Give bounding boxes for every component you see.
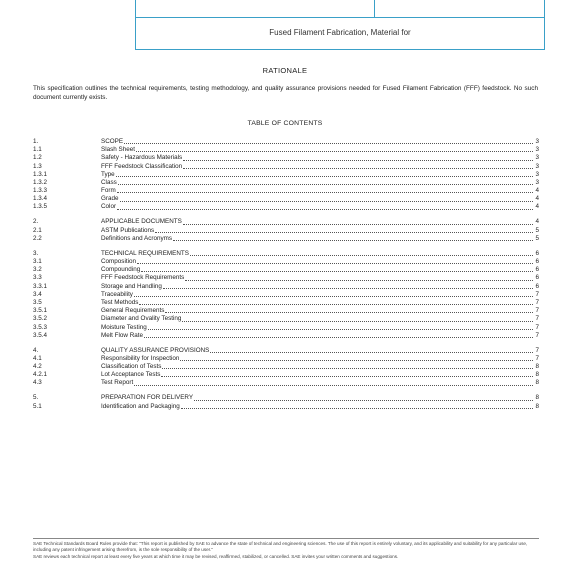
toc-entry-page: 5 xyxy=(535,234,539,242)
toc-entry-page: 7 xyxy=(535,323,539,331)
toc-entry-page: 3 xyxy=(535,154,539,162)
toc-leader-dots xyxy=(124,143,533,144)
toc-entry[interactable] xyxy=(33,347,539,355)
toc-entry-title: Color xyxy=(101,203,117,211)
toc-leader-dots xyxy=(173,240,533,241)
toc-entry-title: Diameter and Ovality Testing xyxy=(101,315,182,323)
toc-leader-dots xyxy=(210,352,533,353)
toc-leader-dots xyxy=(194,400,533,401)
toc-leader-dots xyxy=(180,360,533,361)
footer-review-text: SAE reviews each technical report at least every five years at which time it may be revised, reaffirmed, stabilized, or cancelled. SAE invites your written comments and suggestions. xyxy=(33,554,399,560)
toc-entry[interactable] xyxy=(33,324,539,332)
toc-entry-number: 5.1 xyxy=(33,402,42,410)
toc-leader-dots xyxy=(165,312,533,313)
toc-entry-number: 3.3.1 xyxy=(33,282,48,290)
toc-entry-number: 1. xyxy=(33,137,39,145)
toc-leader-dots xyxy=(163,288,533,289)
rationale-text: This specification outlines the technical requirements, testing methodology, and quality assurance provisions needed for Fused Filament Fabrication (FFF) feedstock. No such document currently exists. xyxy=(33,85,538,101)
toc-entry-number: 3.5.1 xyxy=(33,307,48,315)
toc-entry-title: PREPARATION FOR DELIVERY xyxy=(101,394,194,402)
toc-entry-page: 3 xyxy=(535,162,539,170)
toc-leader-dots xyxy=(134,385,533,386)
toc-entry-page: 6 xyxy=(535,282,539,290)
toc-entry-number: 3.4 xyxy=(33,290,42,298)
toc-entry-title: Identification and Packaging xyxy=(101,402,180,410)
toc-entry-page: 7 xyxy=(535,290,539,298)
toc-leader-dots xyxy=(144,337,533,338)
toc-entry[interactable] xyxy=(33,299,539,307)
toc-leader-dots xyxy=(183,160,533,161)
toc-entry-number: 1.3 xyxy=(33,162,42,170)
toc-entry-page: 7 xyxy=(535,354,539,362)
toc-entry-title: Type xyxy=(101,170,115,178)
toc-leader-dots xyxy=(139,304,533,305)
toc-entry-page: 8 xyxy=(535,379,539,387)
toc-entry-title: General Requirements xyxy=(101,307,165,315)
toc-entry[interactable] xyxy=(33,307,539,315)
toc-entry-number: 5. xyxy=(33,394,39,402)
toc-entry-title: Moisture Testing xyxy=(101,323,147,331)
toc-entry-page: 7 xyxy=(535,298,539,306)
toc-entry-page: 5 xyxy=(535,226,539,234)
toc-entry-number: 2. xyxy=(33,218,39,226)
toc-entry-number: 3.2 xyxy=(33,266,42,274)
toc-entry-number: 2.2 xyxy=(33,234,42,242)
toc-entry-title: QUALITY ASSURANCE PROVISIONS xyxy=(101,346,210,354)
toc-leader-dots xyxy=(141,271,533,272)
toc-leader-dots xyxy=(116,176,533,177)
toc-entry-title: Grade xyxy=(101,195,119,203)
toc-entry[interactable] xyxy=(33,146,539,154)
toc-entry-title: Form xyxy=(101,187,116,195)
toc-leader-dots xyxy=(148,329,533,330)
rationale-heading: RATIONALE xyxy=(262,66,308,75)
toc-entry-page: 3 xyxy=(535,137,539,145)
toc-entry-number: 4.2.1 xyxy=(33,371,48,379)
toc-entry-title: Definitions and Acronyms xyxy=(101,234,173,242)
toc-entry-number: 4. xyxy=(33,346,39,354)
toc-entry-number: 1.3.1 xyxy=(33,170,48,178)
toc-entry-title: Compounding xyxy=(101,266,141,274)
toc-entry-number: 1.1 xyxy=(33,146,42,154)
toc-entry-page: 8 xyxy=(535,394,539,402)
toc-entry-number: 3.5.2 xyxy=(33,315,48,323)
toc-entry-title: APPLICABLE DOCUMENTS xyxy=(101,218,182,226)
toc-entry-page: 6 xyxy=(535,249,539,257)
toc-entry-page: 4 xyxy=(535,203,539,211)
toc-entry[interactable] xyxy=(33,371,539,379)
toc-entry-title: TECHNICAL REQUIREMENTS xyxy=(101,249,189,257)
toc-entry[interactable] xyxy=(33,283,539,291)
toc-entry-number: 4.3 xyxy=(33,379,42,387)
toc-entry-title: Responsibility for Inspection xyxy=(101,354,180,362)
toc-entry-page: 4 xyxy=(535,187,539,195)
toc-entry-title: Storage and Handling xyxy=(101,282,162,290)
toc-leader-dots xyxy=(161,376,533,377)
toc-leader-dots xyxy=(134,296,533,297)
toc-entry[interactable] xyxy=(33,379,539,387)
toc-entry-page: 4 xyxy=(535,218,539,226)
toc-entry[interactable] xyxy=(33,204,539,212)
toc-entry-number: 4.1 xyxy=(33,354,42,362)
toc-leader-dots xyxy=(183,168,533,169)
toc-leader-dots xyxy=(117,192,533,193)
toc-entry-number: 4.2 xyxy=(33,363,42,371)
toc-entry-title: Class xyxy=(101,178,117,186)
toc-entry[interactable] xyxy=(33,154,539,162)
toc-entry-page: 3 xyxy=(535,178,539,186)
toc-entry-title: ASTM Publications xyxy=(101,226,155,234)
toc-entry-title: Safety - Hazardous Materials xyxy=(101,154,183,162)
toc-entry-page: 7 xyxy=(535,315,539,323)
toc-entry-title: Slash Sheet xyxy=(101,146,135,154)
toc-leader-dots xyxy=(118,184,533,185)
toc-entry[interactable] xyxy=(33,163,539,171)
toc-entry-number: 1.3.4 xyxy=(33,195,48,203)
footer-divider xyxy=(33,538,539,539)
toc-leader-dots xyxy=(117,209,533,210)
toc-leader-dots xyxy=(136,151,533,152)
toc-entry[interactable] xyxy=(33,227,539,235)
toc-entry[interactable] xyxy=(33,291,539,299)
toc-entry-number: 2.1 xyxy=(33,226,42,234)
toc-entry-number: 3.5.4 xyxy=(33,331,48,339)
toc-entry-title: Test Methods xyxy=(101,298,139,306)
toc-entry-page: 6 xyxy=(535,258,539,266)
toc-entry-number: 3.5.3 xyxy=(33,323,48,331)
toc-entry-page: 6 xyxy=(535,266,539,274)
toc-entry-number: 1.2 xyxy=(33,154,42,162)
toc-entry-title: Classification of Tests xyxy=(101,363,162,371)
toc-entry[interactable] xyxy=(33,187,539,195)
header-top-row xyxy=(136,0,544,18)
toc-entry-number: 3.1 xyxy=(33,258,42,266)
toc-entry-page: 3 xyxy=(535,146,539,154)
toc-entry-title: FFF Feedstock Requirements xyxy=(101,274,185,282)
toc-entry-page: 6 xyxy=(535,274,539,282)
toc-entry[interactable] xyxy=(33,171,539,179)
toc-entry[interactable] xyxy=(33,218,539,226)
toc-entry-page: 7 xyxy=(535,346,539,354)
table-of-contents xyxy=(33,138,539,411)
toc-entry-page: 8 xyxy=(535,371,539,379)
toc-entry-number: 3. xyxy=(33,249,39,257)
document-title: Fused Filament Fabrication, Material for xyxy=(269,28,411,37)
toc-entry[interactable] xyxy=(33,266,539,274)
toc-entry-number: 1.3.2 xyxy=(33,178,48,186)
document-header-box xyxy=(135,0,545,50)
toc-leader-dots xyxy=(155,232,533,233)
toc-entry[interactable] xyxy=(33,394,539,402)
toc-entry-title: Composition xyxy=(101,258,136,266)
toc-entry-title: FFF Feedstock Classification xyxy=(101,162,183,170)
toc-entry[interactable] xyxy=(33,403,539,411)
toc-entry-title: SCOPE xyxy=(101,137,124,145)
toc-entry-page: 8 xyxy=(535,363,539,371)
toc-entry-title: Test Report xyxy=(101,379,134,387)
toc-entry-page: 8 xyxy=(535,402,539,410)
footer-rules-text: SAE Technical Standards Board Rules provide that: "This report is published by SAE to advance the state of technical and engineering sciences. The use of this report is entirely voluntary, and its applicability and suitability for any particular use, including any patent infringement arising therefrom, is the sole responsibility of the user." xyxy=(33,541,528,552)
toc-entry-page: 3 xyxy=(535,170,539,178)
toc-leader-dots xyxy=(162,368,533,369)
toc-entry[interactable] xyxy=(33,315,539,323)
header-divider xyxy=(374,0,375,17)
toc-entry[interactable] xyxy=(33,355,539,363)
toc-leader-dots xyxy=(185,280,533,281)
toc-entry-page: 4 xyxy=(535,195,539,203)
toc-entry[interactable] xyxy=(33,274,539,282)
toc-entry-number: 1.3.3 xyxy=(33,187,48,195)
toc-entry[interactable] xyxy=(33,332,539,340)
toc-leader-dots xyxy=(137,263,533,264)
toc-entry-number: 3.5 xyxy=(33,298,42,306)
toc-entry[interactable] xyxy=(33,179,539,187)
toc-entry-number: 1.3.5 xyxy=(33,203,48,211)
toc-entry-page: 7 xyxy=(535,331,539,339)
toc-entry[interactable] xyxy=(33,258,539,266)
toc-leader-dots xyxy=(182,321,533,322)
toc-entry[interactable] xyxy=(33,195,539,203)
toc-leader-dots xyxy=(190,255,533,256)
toc-leader-dots xyxy=(120,201,533,202)
toc-entry-title: Lot Acceptance Tests xyxy=(101,371,161,379)
footer-notice xyxy=(33,541,539,562)
toc-entry-page: 7 xyxy=(535,307,539,315)
toc-leader-dots xyxy=(181,408,533,409)
toc-entry[interactable] xyxy=(33,235,539,243)
toc-entry[interactable] xyxy=(33,138,539,146)
toc-entry-number: 3.3 xyxy=(33,274,42,282)
toc-entry-title: Traceability xyxy=(101,290,133,298)
toc-entry[interactable] xyxy=(33,250,539,258)
toc-entry-title: Melt Flow Rate xyxy=(101,331,143,339)
toc-entry[interactable] xyxy=(33,363,539,371)
toc-leader-dots xyxy=(183,224,533,225)
toc-heading: TABLE OF CONTENTS xyxy=(247,120,323,127)
